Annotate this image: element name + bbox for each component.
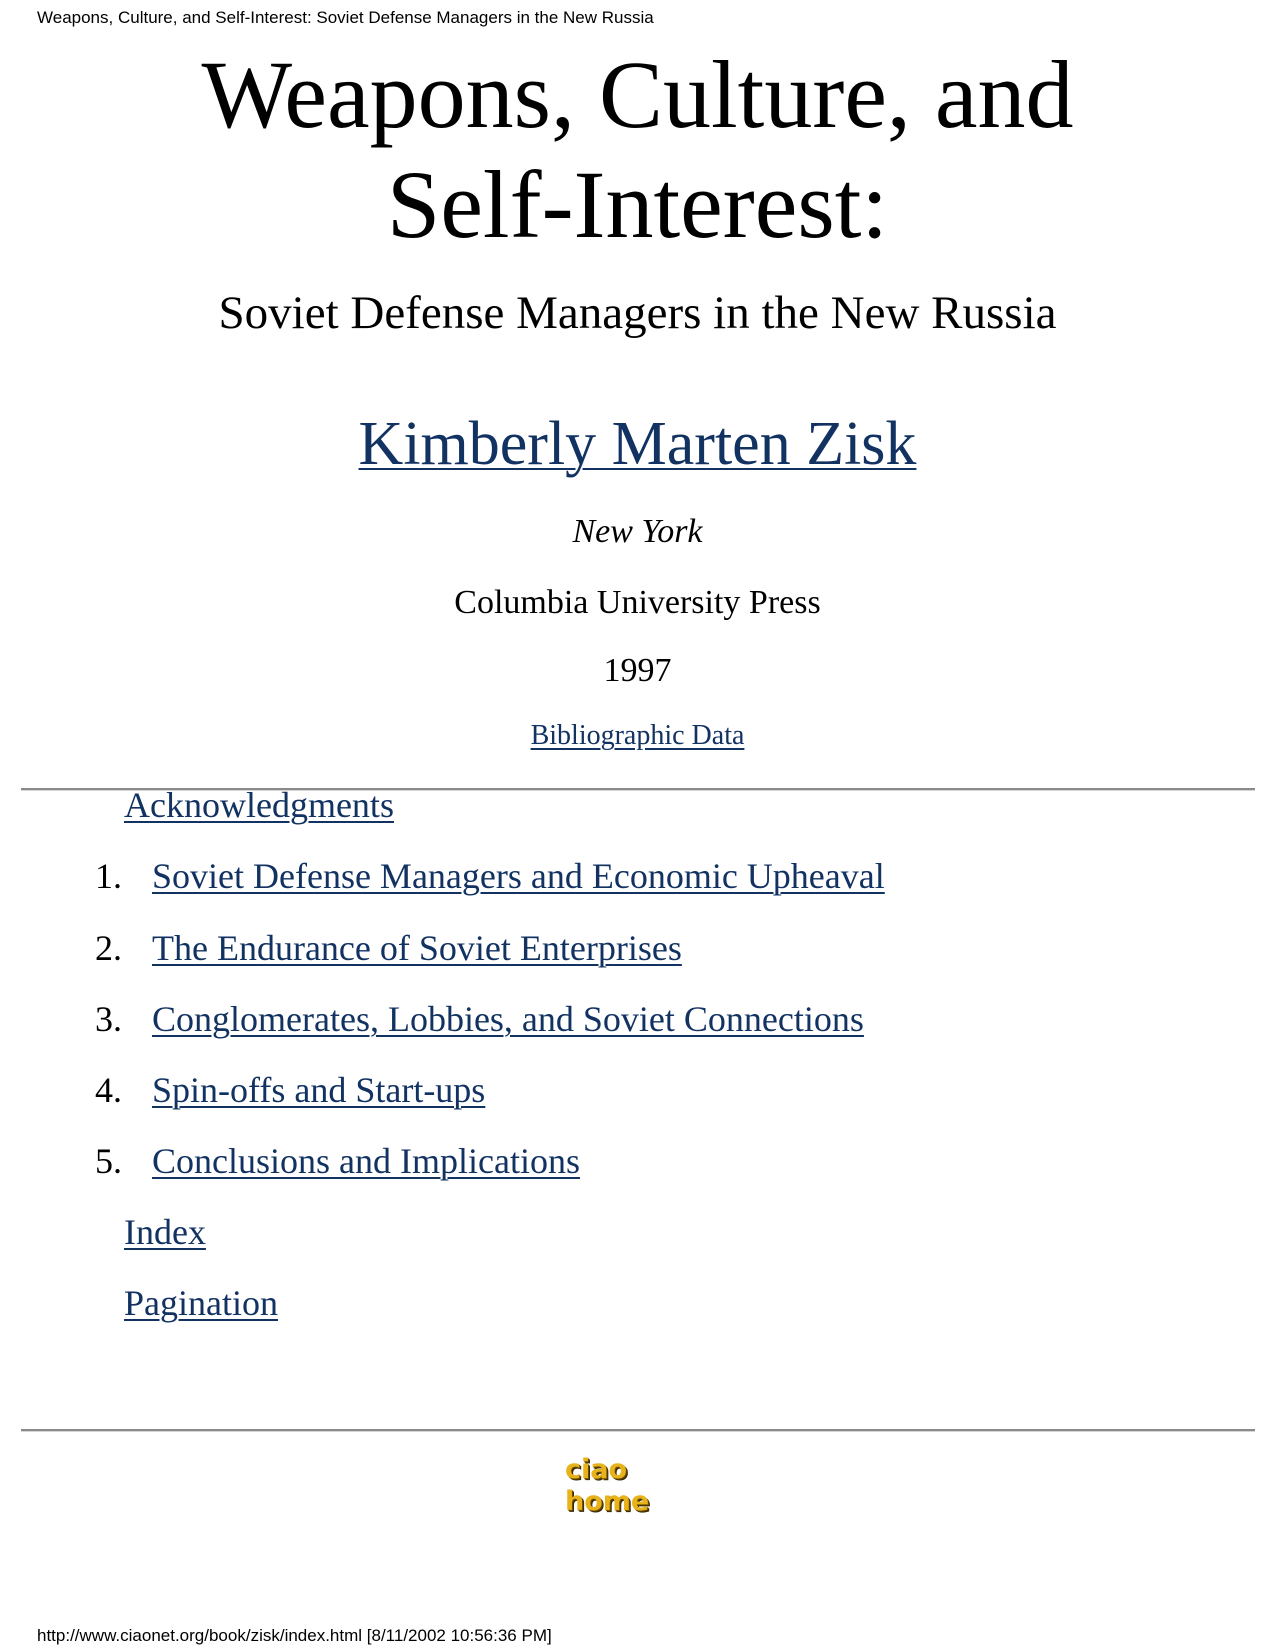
chapter-number: 4. (95, 1070, 122, 1110)
author-block (0, 408, 1275, 480)
book-title-line-1: Weapons, Culture, and (201, 41, 1074, 148)
pagination-link[interactable]: Pagination (124, 1283, 278, 1323)
publisher: Columbia University Press (454, 584, 821, 621)
toc-item-chapter-3 (152, 998, 864, 1040)
chapter-2-link[interactable]: The Endurance of Soviet Enterprises (152, 928, 682, 968)
chapter-number: 5. (95, 1141, 122, 1181)
ciao-home-button[interactable]: ciao home (565, 1454, 650, 1517)
toc-item-chapter-5 (152, 1140, 580, 1182)
page-footer-url: http://www.ciaonet.org/book/zisk/index.html [8/11/2002 10:56:36 PM] (37, 1626, 552, 1645)
chapter-number: 3. (95, 999, 122, 1039)
chapter-5-link[interactable]: Conclusions and Implications (152, 1141, 580, 1181)
chapter-number: 1. (95, 856, 122, 896)
toc-item-acknowledgments (124, 784, 394, 826)
book-subtitle: Soviet Defense Managers in the New Russia (218, 287, 1057, 339)
book-title-line-2: Self-Interest: (386, 151, 889, 258)
bibliographic-block (0, 719, 1275, 753)
bibliographic-data-link[interactable]: Bibliographic Data (530, 720, 745, 751)
toc-item-pagination (124, 1282, 278, 1324)
acknowledgments-link[interactable]: Acknowledgments (124, 785, 394, 825)
toc-item-index (124, 1211, 206, 1253)
toc-item-chapter-2 (152, 927, 682, 969)
publication-year: 1997 (603, 652, 672, 689)
book-title (0, 40, 1275, 260)
chapter-4-link[interactable]: Spin-offs and Start-ups (152, 1070, 486, 1110)
author-link[interactable]: Kimberly Marten Zisk (358, 410, 917, 478)
index-link[interactable]: Index (124, 1212, 206, 1252)
chapter-number: 2. (95, 928, 122, 968)
toc-item-chapter-1 (152, 855, 885, 897)
chapter-3-link[interactable]: Conglomerates, Lobbies, and Soviet Connections (152, 999, 864, 1039)
divider-bottom (21, 1429, 1255, 1432)
publication-place: New York (572, 513, 703, 550)
running-header: Weapons, Culture, and Self-Interest: Soviet Defense Managers in the New Russia (37, 8, 654, 27)
toc-item-chapter-4 (152, 1069, 485, 1111)
chapter-1-link[interactable]: Soviet Defense Managers and Economic Upheaval (152, 856, 885, 896)
